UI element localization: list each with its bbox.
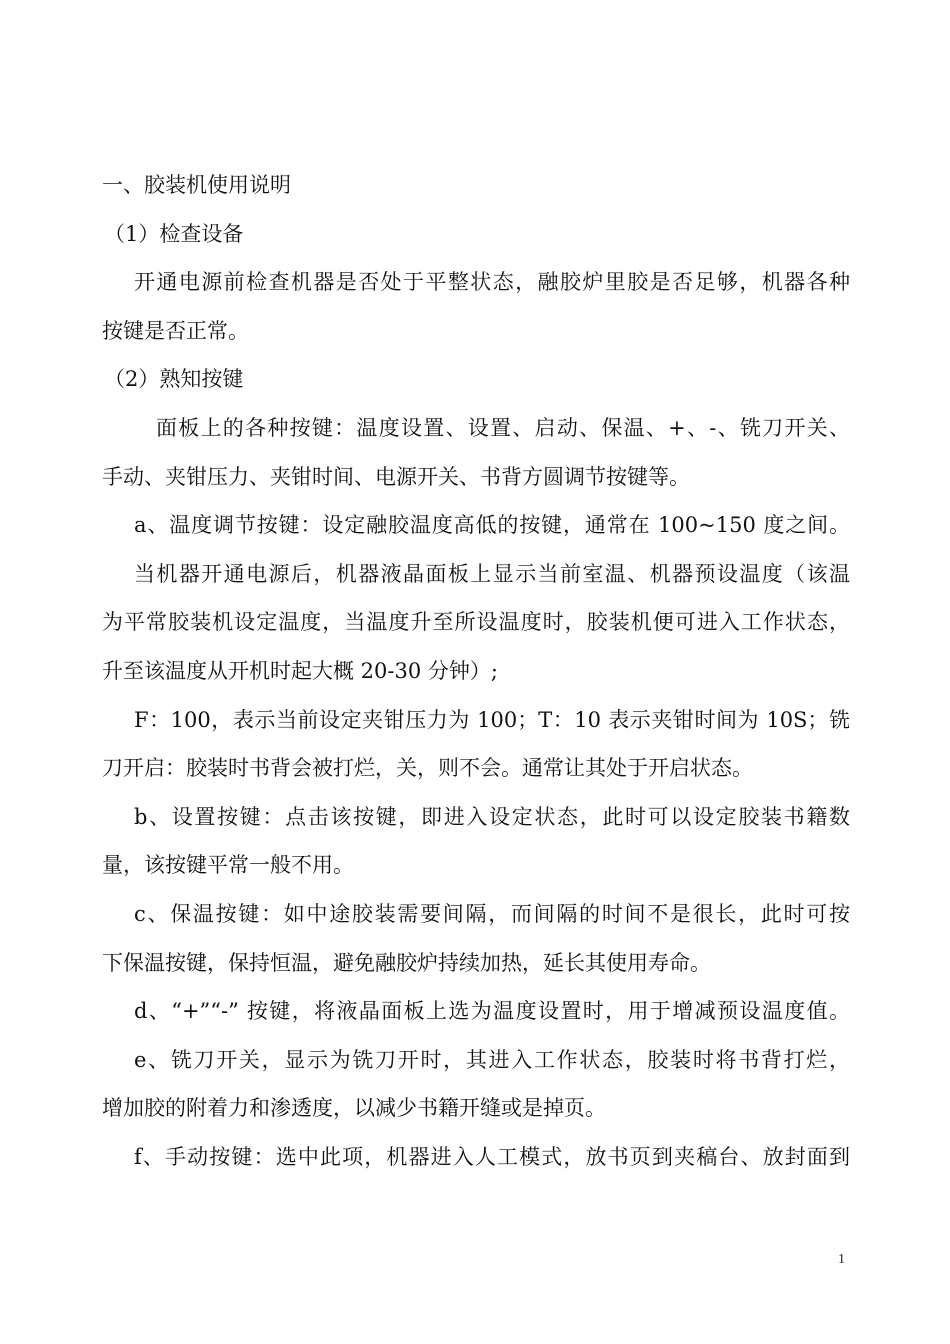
text-line: 开通电源前检查机器是否处于平整状态，融胶炉里胶是否足够，机器各种 xyxy=(134,270,850,295)
text-line: f、手动按键：选中此项，机器进入人工模式，放书页到夹稿台、放封面到 xyxy=(134,1144,850,1169)
text-line: 刀开启：胶装时书背会被打烂，关，则不会。通常让其处于开启状态。 xyxy=(102,756,753,781)
document-body xyxy=(102,167,850,1187)
text-line: b、设置按键：点击该按键，即进入设定状态，此时可以设定胶装书籍数 xyxy=(134,804,850,829)
text-line: 手动、夹钳压力、夹钳时间、电源开关、书背方圆调节按键等。 xyxy=(102,464,690,489)
text-line: 量，该按键平常一般不用。 xyxy=(102,853,354,878)
text-line: a、温度调节按键：设定融胶温度高低的按键，通常在 100~150 度之间。 xyxy=(134,513,850,538)
section-heading: 一、胶装机使用说明 xyxy=(102,173,291,197)
text-line: 按键是否正常。 xyxy=(102,318,249,343)
text-line: 下保温按键，保持恒温，避免融胶炉持续加热，延长其使用寿命。 xyxy=(102,950,711,975)
text-line: 面板上的各种按键：温度设置、设置、启动、保温、+、-、铣刀开关、 xyxy=(156,415,850,440)
page-number: 1 xyxy=(838,1252,845,1267)
text-line: d、“+”“-” 按键，将液晶面板上选为温度设置时，用于增减预设温度值。 xyxy=(134,999,850,1024)
text-line: 为平常胶装机设定温度，当温度升至所设温度时，胶装机便可进入工作状态， xyxy=(102,610,850,635)
text-line: 升至该温度从开机时起大概 20-30 分钟）; xyxy=(102,658,498,683)
subsection-heading: （1）检查设备 xyxy=(104,221,244,246)
subsection-heading: （2）熟知按键 xyxy=(104,367,244,392)
text-line: c、保温按键：如中途胶装需要间隔，而间隔的时间不是很长，此时可按 xyxy=(134,901,850,926)
text-line: 增加胶的附着力和渗透度，以减少书籍开缝或是掉页。 xyxy=(102,1096,606,1121)
text-line: e、铣刀开关，显示为铣刀开时，其进入工作状态，胶装时将书背打烂， xyxy=(134,1047,850,1072)
text-line: 当机器开通电源后，机器液晶面板上显示当前室温、机器预设温度（该温 xyxy=(134,561,850,586)
text-line: F：100，表示当前设定夹钳压力为 100；T：10 表示夹钳时间为 10S；铣 xyxy=(134,707,850,732)
